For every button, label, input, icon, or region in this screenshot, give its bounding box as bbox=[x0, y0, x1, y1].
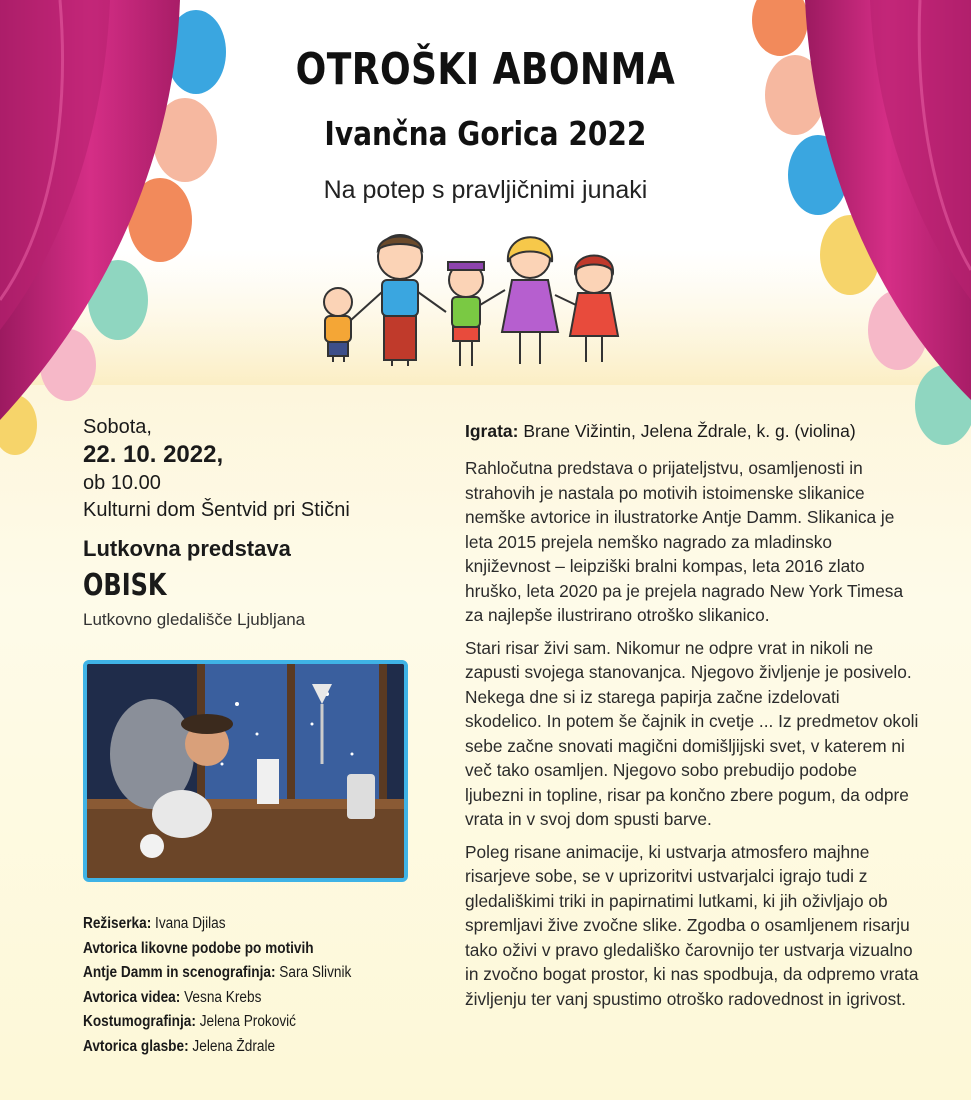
credit-role: Avtorica glasbe: bbox=[83, 1037, 189, 1055]
description-column bbox=[465, 418, 920, 1019]
puppeteer-scene-icon bbox=[87, 664, 404, 878]
description-paragraph: Poleg risane animacije, ki ustvarja atmosfero majhne risarjeve sobe, se v uprizoritvi ustvarjalci igrajo tudi z gledališkimi triki in papirnatimi lutkami, ki jih oživljajo ob spremljavi žive zvočne slike. Zgodba o osamljenem risarju tako oživi v pravo gledališko čarovnijo ter ustvarja vizualno in zvočno bogat prostor, ki nas spodbuja, da odpremo vrata življenju ter vanj spustimo otroško radovednost in igrivost. bbox=[465, 841, 919, 1009]
cast-line bbox=[465, 418, 920, 444]
show-photo bbox=[83, 660, 408, 882]
credit-line bbox=[83, 986, 382, 1011]
poster-title: OTROŠKI ABONMA bbox=[295, 44, 676, 95]
event-time: ob 10.00 bbox=[83, 472, 161, 494]
credit-name: Ivana Djilas bbox=[151, 915, 226, 932]
description-paragraph: Rahločutna predstava o prijateljstvu, osamljenosti in strahovih je nastala po motivih istoimenske slikanice nemške avtorice in ilustratorke Antje Damm. Slikanica je leta 2015 prejela nemško nagrado za mladinsko književnost – leipziški bralni kompas, leta 2016 zlato hruško, leta 2020 pa je prejela nagrado New York Timesa za najlepše ilustrirano otroško slikanico. bbox=[465, 458, 904, 625]
credit-line bbox=[83, 912, 382, 937]
event-info bbox=[83, 414, 413, 632]
credit-line bbox=[83, 961, 382, 986]
credit-role: Avtorica videa: bbox=[83, 988, 181, 1006]
credit-name: Jelena Proković bbox=[195, 1013, 297, 1031]
credits-list bbox=[83, 912, 423, 1060]
poster-subtitle: Ivančna Gorica 2022 bbox=[324, 114, 647, 153]
credit-role: Kostumografinja: bbox=[83, 1013, 196, 1031]
cast-names: Brane Vižintin, Jelena Ždrale, k. g. (violina) bbox=[518, 421, 856, 441]
credit-name: Sara Slivnik bbox=[275, 964, 352, 982]
event-date: 22. 10. 2022, bbox=[83, 441, 224, 468]
description-paragraph: Stari risar živi sam. Nikomur ne odpre vrat in nikoli ne zapusti svojega stanovanjca. Njegovo življenje je posivelo. Nekega dne si iz starega papirja začne izdelovati skodelico. In potem še čajnik in cvetje ... Iz predmetov okoli sebe začne snovati magični domišljijski svet, v katerem ni več tako osamljen. Njegovo sobo prebudijo podobe ljubezni in topline, risar pa končno zbere pogum, da odpre vrata in v svoj dom spusti barve. bbox=[465, 637, 919, 829]
event-venue: Kulturni dom Šentvid pri Stični bbox=[83, 499, 350, 521]
credit-line bbox=[83, 937, 382, 962]
credit-name: Vesna Krebs bbox=[180, 988, 262, 1006]
show-title: OBISK bbox=[83, 568, 167, 603]
event-genre: Lutkovna predstava bbox=[83, 536, 291, 561]
credit-role: Antje Damm in scenografinja: bbox=[83, 964, 276, 982]
event-day: Sobota, bbox=[83, 416, 152, 438]
credit-name: Jelena Ždrale bbox=[188, 1037, 276, 1055]
credit-role: Avtorica likovne podobe po motivih bbox=[83, 939, 314, 957]
poster-tagline: Na potep s pravljičnimi junaki bbox=[323, 176, 648, 204]
cast-label: Igrata: bbox=[465, 421, 519, 441]
credit-role: Režiserka: bbox=[83, 915, 152, 932]
credit-line bbox=[83, 1010, 382, 1035]
credit-line bbox=[83, 1035, 382, 1060]
theatre-company: Lutkovno gledališče Ljubljana bbox=[83, 610, 306, 629]
